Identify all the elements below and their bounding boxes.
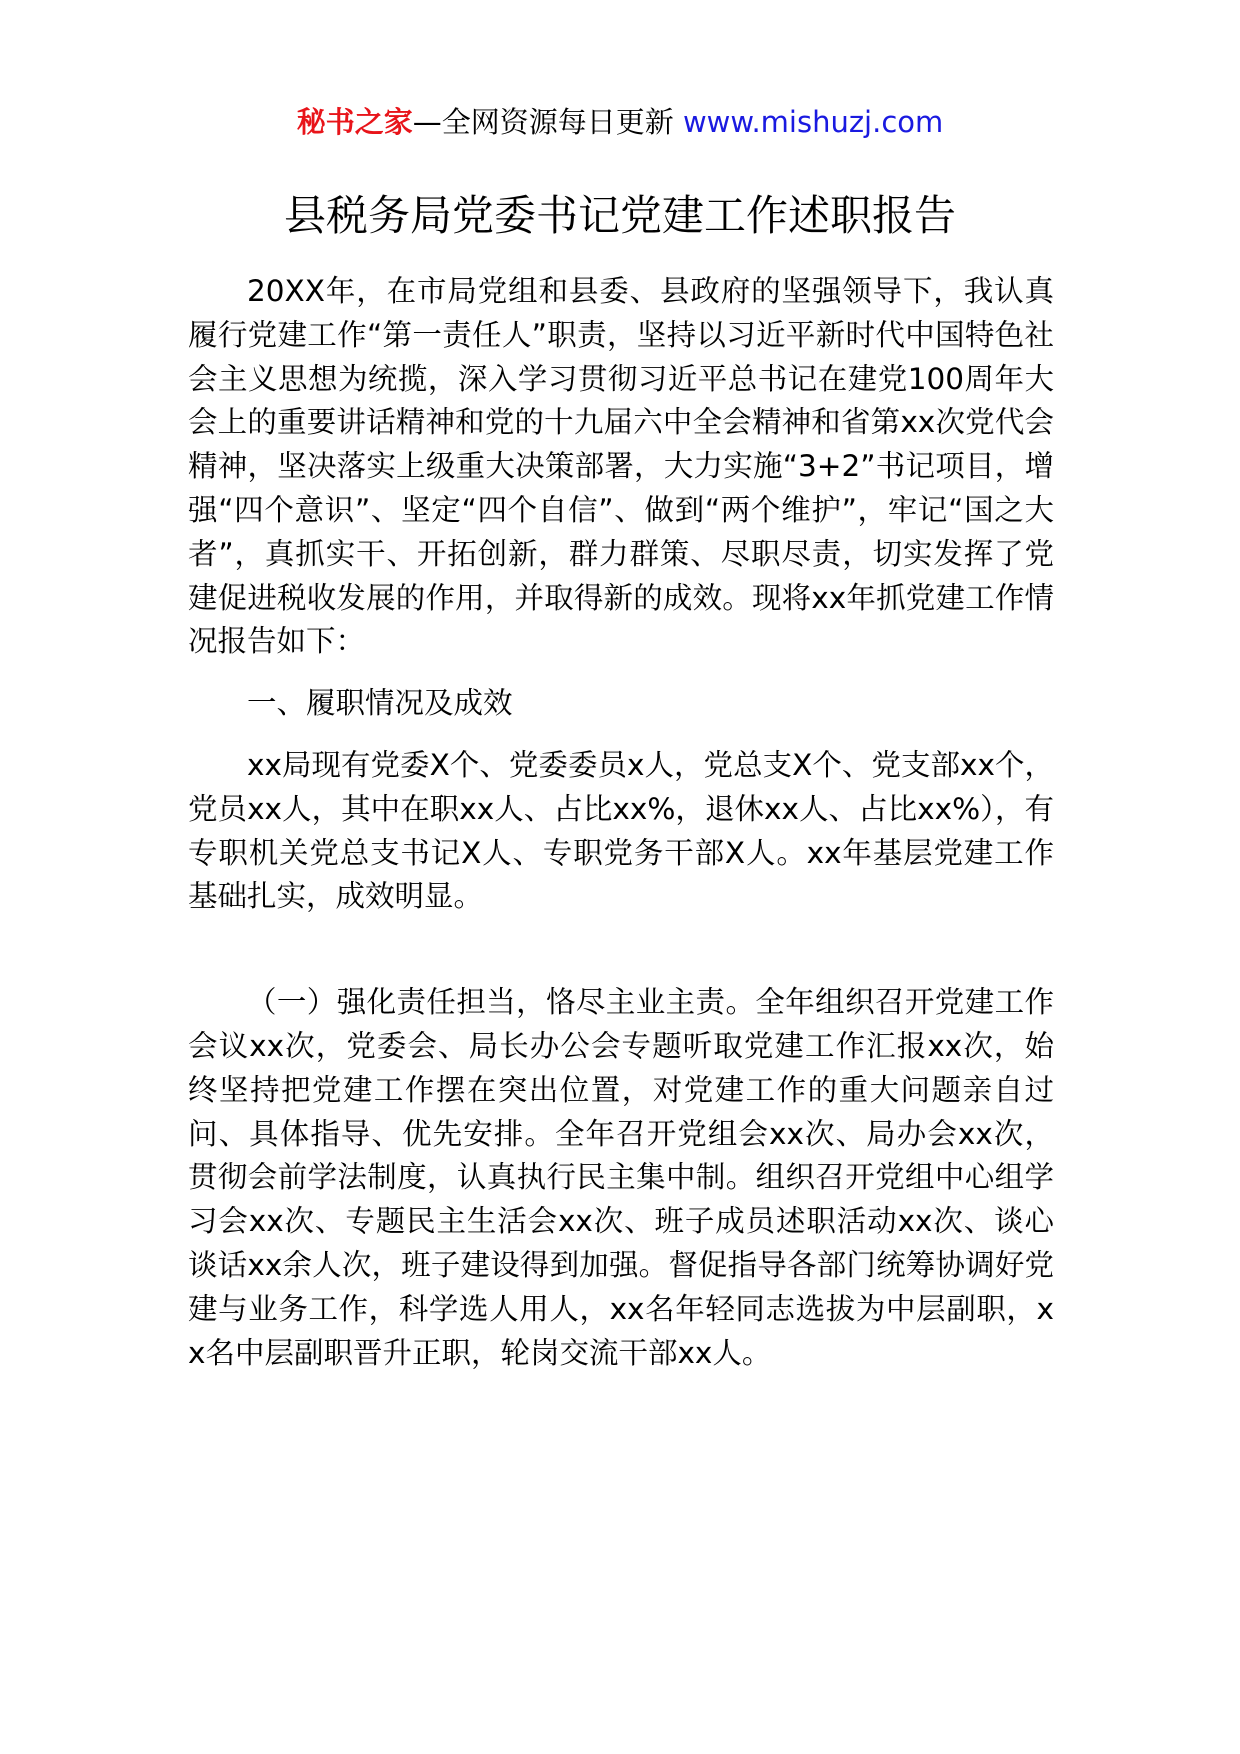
section-heading: 一、履职情况及成效 (247, 686, 513, 721)
banner-brand: 秘书之家 (296, 105, 413, 139)
site-banner (0, 100, 1240, 144)
paragraph-intro: 20XX年，在市局党组和县委、县政府的坚强领导下，我认真履行党建工作“第一责任人”职责，坚持以习近平新时代中国特色社会主义思想为统揽，深入学习贯彻习近平总书记在建党100周年大会上的重要讲话精神和党的十九届六中全会精神和省第xx次党代会精神，坚决落实上级重大决策部署，大力实施“3+2”书记项目，增强“四个意识”、坚定“四个自信”、做到“两个维护”，牢记“国之大者”，真抓实干、开拓创新，群力群策、尽职尽责，切实发挥了党建促进税收发展的作用，并取得新的成效。现将xx年抓党建工作情况报告如下： (188, 274, 1054, 659)
banner-tagline: —全网资源每日更新 (412, 105, 683, 139)
paragraph-subsection-1: （一）强化责任担当，恪尽主业主责。全年组织召开党建工作会议xx次，党委会、局长办公会专题听取党建工作汇报xx次，始终坚持把党建工作摆在突出位置，对党建工作的重大问题亲自过问、具体指导、优先安排。全年召开党组会xx次、局办会xx次，贯彻会前学法制度，认真执行民主集中制。组织召开党组中心组学习会xx次、专题民主生活会xx次、班子成员述职活动xx次、谈心谈话xx余人次，班子建设得到加强。督促指导各部门统筹协调好党建与业务工作，科学选人用人，xx名年轻同志选拔为中层副职，xx名中层副职晋升正职，轮岗交流干部xx人。 (188, 985, 1054, 1370)
document-title: 县税务局党委书记党建工作述职报告 (283, 191, 956, 240)
banner-url-link[interactable]: www.mishuzj.com (682, 105, 944, 139)
paragraph-overview: xx局现有党委X个、党委委员x人，党总支X个、党支部xx个，党员xx人，其中在职xx人、占比xx%，退休xx人、占比xx%），有专职机关党总支书记X人、专职党务干部X人。xx年基层党建工作基础扎实，成效明显。 (188, 747, 1054, 914)
document-body (188, 270, 1054, 1375)
